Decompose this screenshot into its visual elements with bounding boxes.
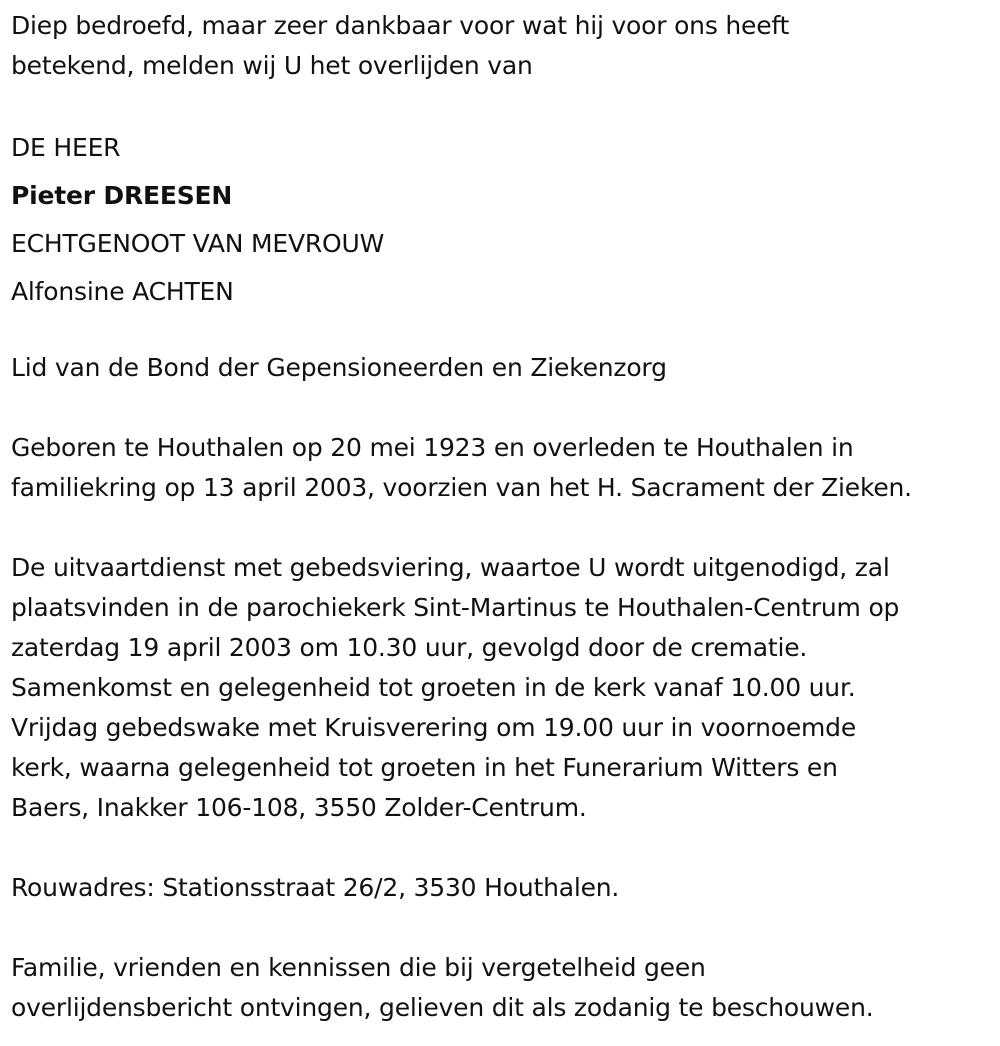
- deceased-name: Pieter DREESEN: [11, 181, 233, 210]
- birth-death-line: familiekring op 13 april 2003, voorzien van het H. Sacrament der Zieken.: [11, 473, 912, 502]
- funeral-line: Vrijdag gebedswake met Kruisverering om 19.00 uur in voornoemde: [11, 713, 857, 742]
- closing-line: Familie, vrienden en kennissen die bij vergetelheid geen: [11, 953, 706, 982]
- birth-death-paragraph: [11, 428, 991, 508]
- intro-line: betekend, melden wij U het overlijden van: [11, 51, 533, 80]
- funeral-line: De uitvaartdienst met gebedsviering, waartoe U wordt uitgenodigd, zal: [11, 553, 890, 582]
- mourning-address: Rouwadres: Stationsstraat 26/2, 3530 Houthalen.: [11, 873, 620, 902]
- funeral-line: plaatsvinden in de parochiekerk Sint-Martinus te Houthalen-Centrum op: [11, 593, 900, 622]
- intro-paragraph: [11, 6, 991, 86]
- funeral-line: zaterdag 19 april 2003 om 10.30 uur, gevolgd door de crematie.: [11, 633, 808, 662]
- funeral-line: Baers, Inakker 106-108, 3550 Zolder-Centrum.: [11, 793, 587, 822]
- membership-line: Lid van de Bond der Gepensioneerden en Ziekenzorg: [11, 353, 667, 382]
- birth-death-line: Geboren te Houthalen op 20 mei 1923 en overleden te Houthalen in: [11, 433, 854, 462]
- address-paragraph: [11, 868, 991, 908]
- deceased-block: [11, 124, 991, 316]
- closing-paragraph: [11, 948, 991, 1028]
- honorific: DE HEER: [11, 133, 121, 162]
- spouse-label: ECHTGENOOT VAN MEVROUW: [11, 229, 385, 258]
- membership-paragraph: [11, 348, 991, 388]
- intro-line: Diep bedroefd, maar zeer dankbaar voor wat hij voor ons heeft: [11, 11, 790, 40]
- funeral-line: Samenkomst en gelegenheid tot groeten in de kerk vanaf 10.00 uur.: [11, 673, 856, 702]
- spouse-name: Alfonsine ACHTEN: [11, 277, 234, 306]
- funeral-line: kerk, waarna gelegenheid tot groeten in het Funerarium Witters en: [11, 753, 838, 782]
- obituary-notice: [11, 6, 991, 1028]
- funeral-paragraph: [11, 548, 991, 828]
- closing-line: overlijdensbericht ontvingen, gelieven dit als zodanig te beschouwen.: [11, 993, 874, 1022]
